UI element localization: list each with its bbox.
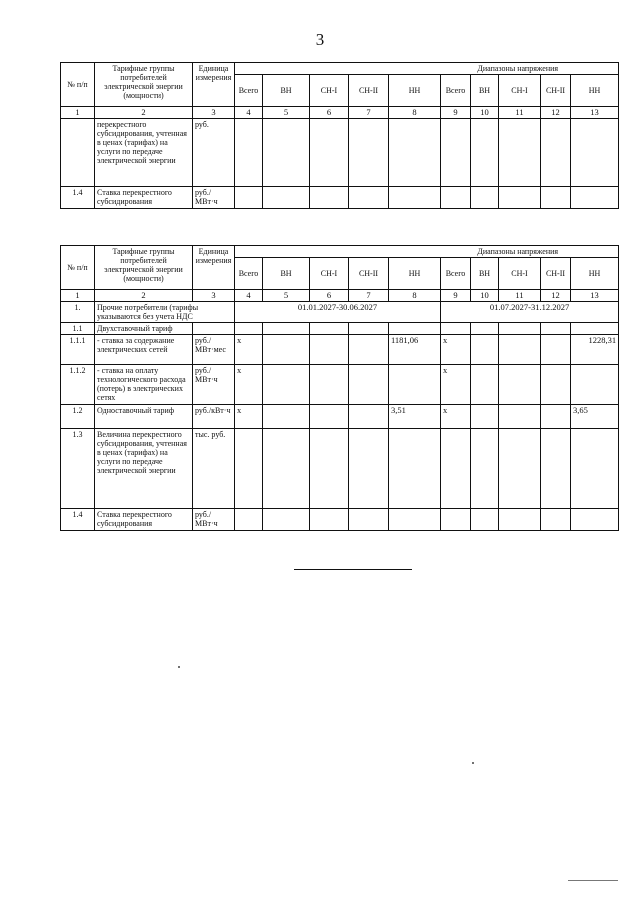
row-name: Двухставочный тариф — [95, 323, 193, 335]
index-cell: 13 — [571, 290, 619, 302]
header-col-total: Всего — [441, 258, 471, 290]
header-col-vn: ВН — [263, 258, 310, 290]
index-cell: 1 — [61, 107, 95, 119]
header-group: Тарифные группы потребителей электрической энергии (мощности) — [95, 246, 193, 290]
header-col-nn: НН — [389, 75, 441, 107]
index-cell: 7 — [349, 290, 389, 302]
section-num: 1. — [61, 302, 95, 323]
index-cell: 2 — [95, 107, 193, 119]
index-cell: 11 — [499, 107, 541, 119]
cell-nn-2: 1228,31 — [571, 335, 619, 365]
table-row — [61, 429, 619, 509]
row-name: Величина перекрестного субсидирования, учтенная в ценах (тарифах) на услуги по передаче электрической энергии — [95, 429, 193, 509]
index-cell: 8 — [389, 107, 441, 119]
row-unit: руб./МВт·ч — [193, 509, 235, 531]
cell-nn-1: 3,51 — [389, 405, 441, 429]
header-col-sn1: СН-I — [310, 258, 349, 290]
row-num: 1.1.2 — [61, 365, 95, 405]
index-row — [61, 290, 619, 302]
index-cell: 9 — [441, 107, 471, 119]
row-unit: руб./МВт·мес — [193, 335, 235, 365]
row-name: - ставка за содержание электрических сетей — [95, 335, 193, 365]
row-num: 1.2 — [61, 405, 95, 429]
index-cell: 5 — [263, 107, 310, 119]
corner-mark — [568, 880, 618, 881]
header-col-sn1: СН-I — [499, 75, 541, 107]
header-col-vn: ВН — [263, 75, 310, 107]
index-cell: 3 — [193, 290, 235, 302]
index-cell: 9 — [441, 290, 471, 302]
cell-total-1: х — [235, 335, 263, 365]
header-col-sn1: СН-I — [310, 75, 349, 107]
header-num: № п/п — [61, 63, 95, 107]
index-cell: 12 — [541, 107, 571, 119]
header-col-sn2: СН-II — [349, 75, 389, 107]
row-name: Одноставочный тариф — [95, 405, 193, 429]
index-cell: 6 — [310, 107, 349, 119]
period-second-half: 01.07.2027-31.12.2027 — [441, 302, 619, 323]
index-cell: 4 — [235, 107, 263, 119]
header-num: № п/п — [61, 246, 95, 290]
table-row — [61, 365, 619, 405]
page-number: 3 — [315, 30, 325, 49]
index-cell: 2 — [95, 290, 193, 302]
index-cell: 13 — [571, 107, 619, 119]
header-group: Тарифные группы потребителей электрической энергии (мощности) — [95, 63, 193, 107]
table-row — [61, 405, 619, 429]
row-name: Ставка перекрестного субсидирования — [95, 187, 193, 209]
closing-divider — [294, 569, 412, 570]
index-cell: 3 — [193, 107, 235, 119]
header-unit: Единица измерения — [193, 63, 235, 107]
row-name: Ставка перекрестного субсидирования — [95, 509, 193, 531]
row-unit: руб./МВт·ч — [193, 365, 235, 405]
index-cell: 5 — [263, 290, 310, 302]
scan-speck — [178, 666, 180, 668]
cell-total-2: х — [441, 365, 471, 405]
index-cell: 8 — [389, 290, 441, 302]
header-col-sn1: СН-I — [499, 258, 541, 290]
header-col-nn: НН — [571, 75, 619, 107]
table-row — [61, 509, 619, 531]
row-num — [61, 119, 95, 187]
header-col-total: Всего — [235, 258, 263, 290]
row-unit: руб./МВт·ч — [193, 187, 235, 209]
header-col-sn2: СН-II — [541, 75, 571, 107]
cell-nn-2: 3,65 — [571, 405, 619, 429]
header-col-total: Всего — [441, 75, 471, 107]
header-col-vn: ВН — [471, 258, 499, 290]
index-cell: 7 — [349, 107, 389, 119]
header-ranges: Диапазоны напряжения — [235, 246, 619, 258]
table-row — [61, 119, 619, 187]
index-cell: 1 — [61, 290, 95, 302]
row-unit: руб. — [193, 119, 235, 187]
cell-nn-1: 1181,06 — [389, 335, 441, 365]
row-num: 1.1.1 — [61, 335, 95, 365]
index-cell: 12 — [541, 290, 571, 302]
header-col-nn: НН — [571, 258, 619, 290]
index-row — [61, 107, 619, 119]
row-unit: руб./кВт·ч — [193, 405, 235, 429]
header-ranges: Диапазоны напряжения — [235, 63, 619, 75]
index-cell: 10 — [471, 290, 499, 302]
table-row — [61, 335, 619, 365]
row-unit: тыс. руб. — [193, 429, 235, 509]
header-col-sn2: СН-II — [349, 258, 389, 290]
row-num: 1.4 — [61, 187, 95, 209]
header-col-total: Всего — [235, 75, 263, 107]
tariff-table-continued — [60, 62, 619, 209]
header-col-vn: ВН — [471, 75, 499, 107]
row-num: 1.1 — [61, 323, 95, 335]
row-name: - ставка на оплату технологического расхода (потерь) в электрических сетях — [95, 365, 193, 405]
header-col-nn: НН — [389, 258, 441, 290]
scan-speck — [472, 762, 474, 764]
cell-total-2: х — [441, 335, 471, 365]
row-num: 1.4 — [61, 509, 95, 531]
section-row — [61, 302, 619, 323]
index-cell: 6 — [310, 290, 349, 302]
cell-total-1: х — [235, 405, 263, 429]
table-row — [61, 323, 619, 335]
period-first-half: 01.01.2027-30.06.2027 — [235, 302, 441, 323]
section-name: Прочие потребители (тарифы указываются без учета НДС — [95, 302, 235, 323]
row-num: 1.3 — [61, 429, 95, 509]
row-name: перекрестного субсидирования, учтенная в ценах (тарифах) на услуги по передаче электрической энергии — [95, 119, 193, 187]
tariff-table-other-consumers — [60, 245, 619, 531]
header-unit: Единица измерения — [193, 246, 235, 290]
index-cell: 10 — [471, 107, 499, 119]
index-cell: 11 — [499, 290, 541, 302]
cell-total-1: х — [235, 365, 263, 405]
header-col-sn2: СН-II — [541, 258, 571, 290]
index-cell: 4 — [235, 290, 263, 302]
table-row — [61, 187, 619, 209]
cell-total-2: х — [441, 405, 471, 429]
